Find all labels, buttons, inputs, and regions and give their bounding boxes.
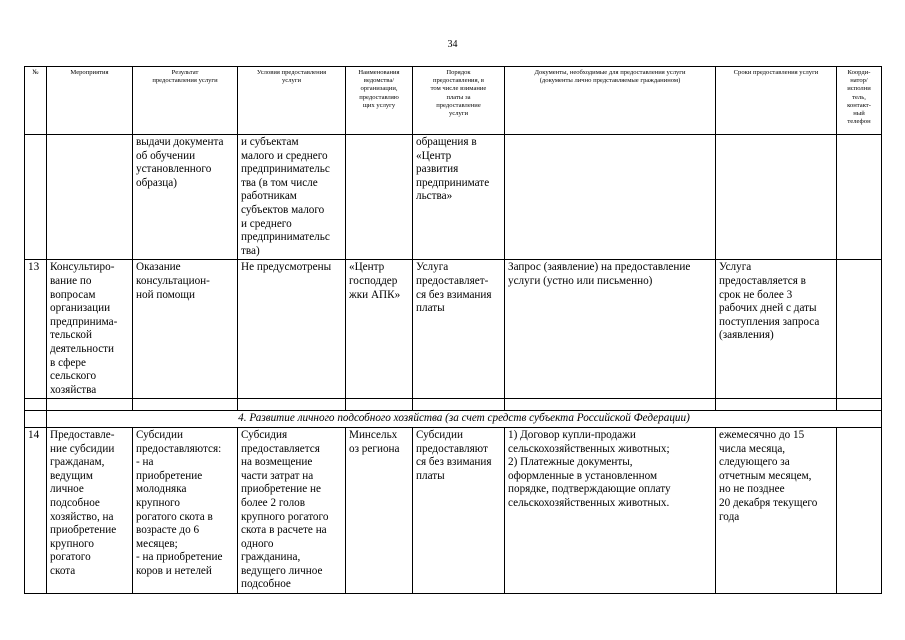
header-event: Мероприятия <box>47 67 133 135</box>
table-row <box>25 260 882 399</box>
row-number: 13 <box>25 260 47 399</box>
row-procedure: обращения в «Центр развития предпринимате льства» <box>413 135 505 260</box>
table-row <box>25 135 882 260</box>
row-terms <box>716 135 837 260</box>
header-documents: Документы, необходимые для предоставления услуги (документы лично представляемые гражданином) <box>505 67 716 135</box>
row-procedure: Субсидии предоставляют ся без взимания платы <box>413 427 505 593</box>
header-conditions: Условия предоставления услуги <box>238 67 346 135</box>
row-agency: Минсельх оз региона <box>346 427 413 593</box>
row-agency: «Центр господдер жки АПК» <box>346 260 413 399</box>
table-header-row <box>25 67 882 135</box>
row-conditions: Не предусмотрены <box>238 260 346 399</box>
row-documents: Запрос (заявление) на предоставление услуги (устно или письменно) <box>505 260 716 399</box>
header-number: № <box>25 67 47 135</box>
row-conditions: и субъектам малого и среднего предпринимательс тва (в том числе работникам субъектов малого и среднего предпринимательс тва) <box>238 135 346 260</box>
row-result: Субсидии предоставляются: - на приобретение молодняка крупного рогатого скота в возрасте до 6 месяцев; - на приобретение коров и нетелей <box>133 427 238 593</box>
row-terms: ежемесячно до 15 числа месяца, следующего за отчетным месяцем, но не позднее 20 декабря текущего года <box>716 427 837 593</box>
row-documents <box>505 135 716 260</box>
row-terms: Услуга предоставляется в срок не более 3 рабочих дней с даты поступления запроса (заявления) <box>716 260 837 399</box>
row-event: Консультиро- вание по вопросам организации предпринима- тельской деятельности в сфере сельского хозяйства <box>47 260 133 399</box>
row-conditions: Субсидия предоставляется на возмещение части затрат на приобретение не более 2 голов крупного рогатого скота в расчете на одного гражданина, ведущего личное подсобное <box>238 427 346 593</box>
row-result: выдачи документа об обучении установленного образца) <box>133 135 238 260</box>
header-agency: Наименования ведомства/ организации, предоставляю щих услугу <box>346 67 413 135</box>
table-row <box>25 427 882 593</box>
row-number <box>25 135 47 260</box>
empty-row <box>25 399 882 411</box>
row-procedure: Услуга предоставляет- ся без взимания платы <box>413 260 505 399</box>
header-procedure: Порядок предоставления, в том числе взимание платы за предоставление услуги <box>413 67 505 135</box>
row-coordinator <box>837 135 882 260</box>
header-result: Результат предоставления услуги <box>133 67 238 135</box>
header-coordinator: Коорди- натор/ исполни тель, контакт- ный телефон <box>837 67 882 135</box>
page-number: 34 <box>447 39 458 50</box>
row-agency <box>346 135 413 260</box>
row-number: 14 <box>25 427 47 593</box>
row-result: Оказание консультацион- ной помощи <box>133 260 238 399</box>
row-event <box>47 135 133 260</box>
row-coordinator <box>837 427 882 593</box>
services-table <box>24 66 882 594</box>
header-terms: Сроки предоставления услуги <box>716 67 837 135</box>
section-title: 4. Развитие личного подсобного хозяйства (за счет средств субъекта Российской Федерации) <box>47 411 882 428</box>
row-event: Предоставле- ние субсидии гражданам, ведущим личное подсобное хозяйство, на приобретение крупного рогатого скота <box>47 427 133 593</box>
row-coordinator <box>837 260 882 399</box>
row-documents: 1) Договор купли-продажи сельскохозяйственных животных; 2) Платежные документы, оформленные в установленном порядке, подтверждающие оплату сельскохозяйственных животных. <box>505 427 716 593</box>
section-row <box>25 411 882 428</box>
